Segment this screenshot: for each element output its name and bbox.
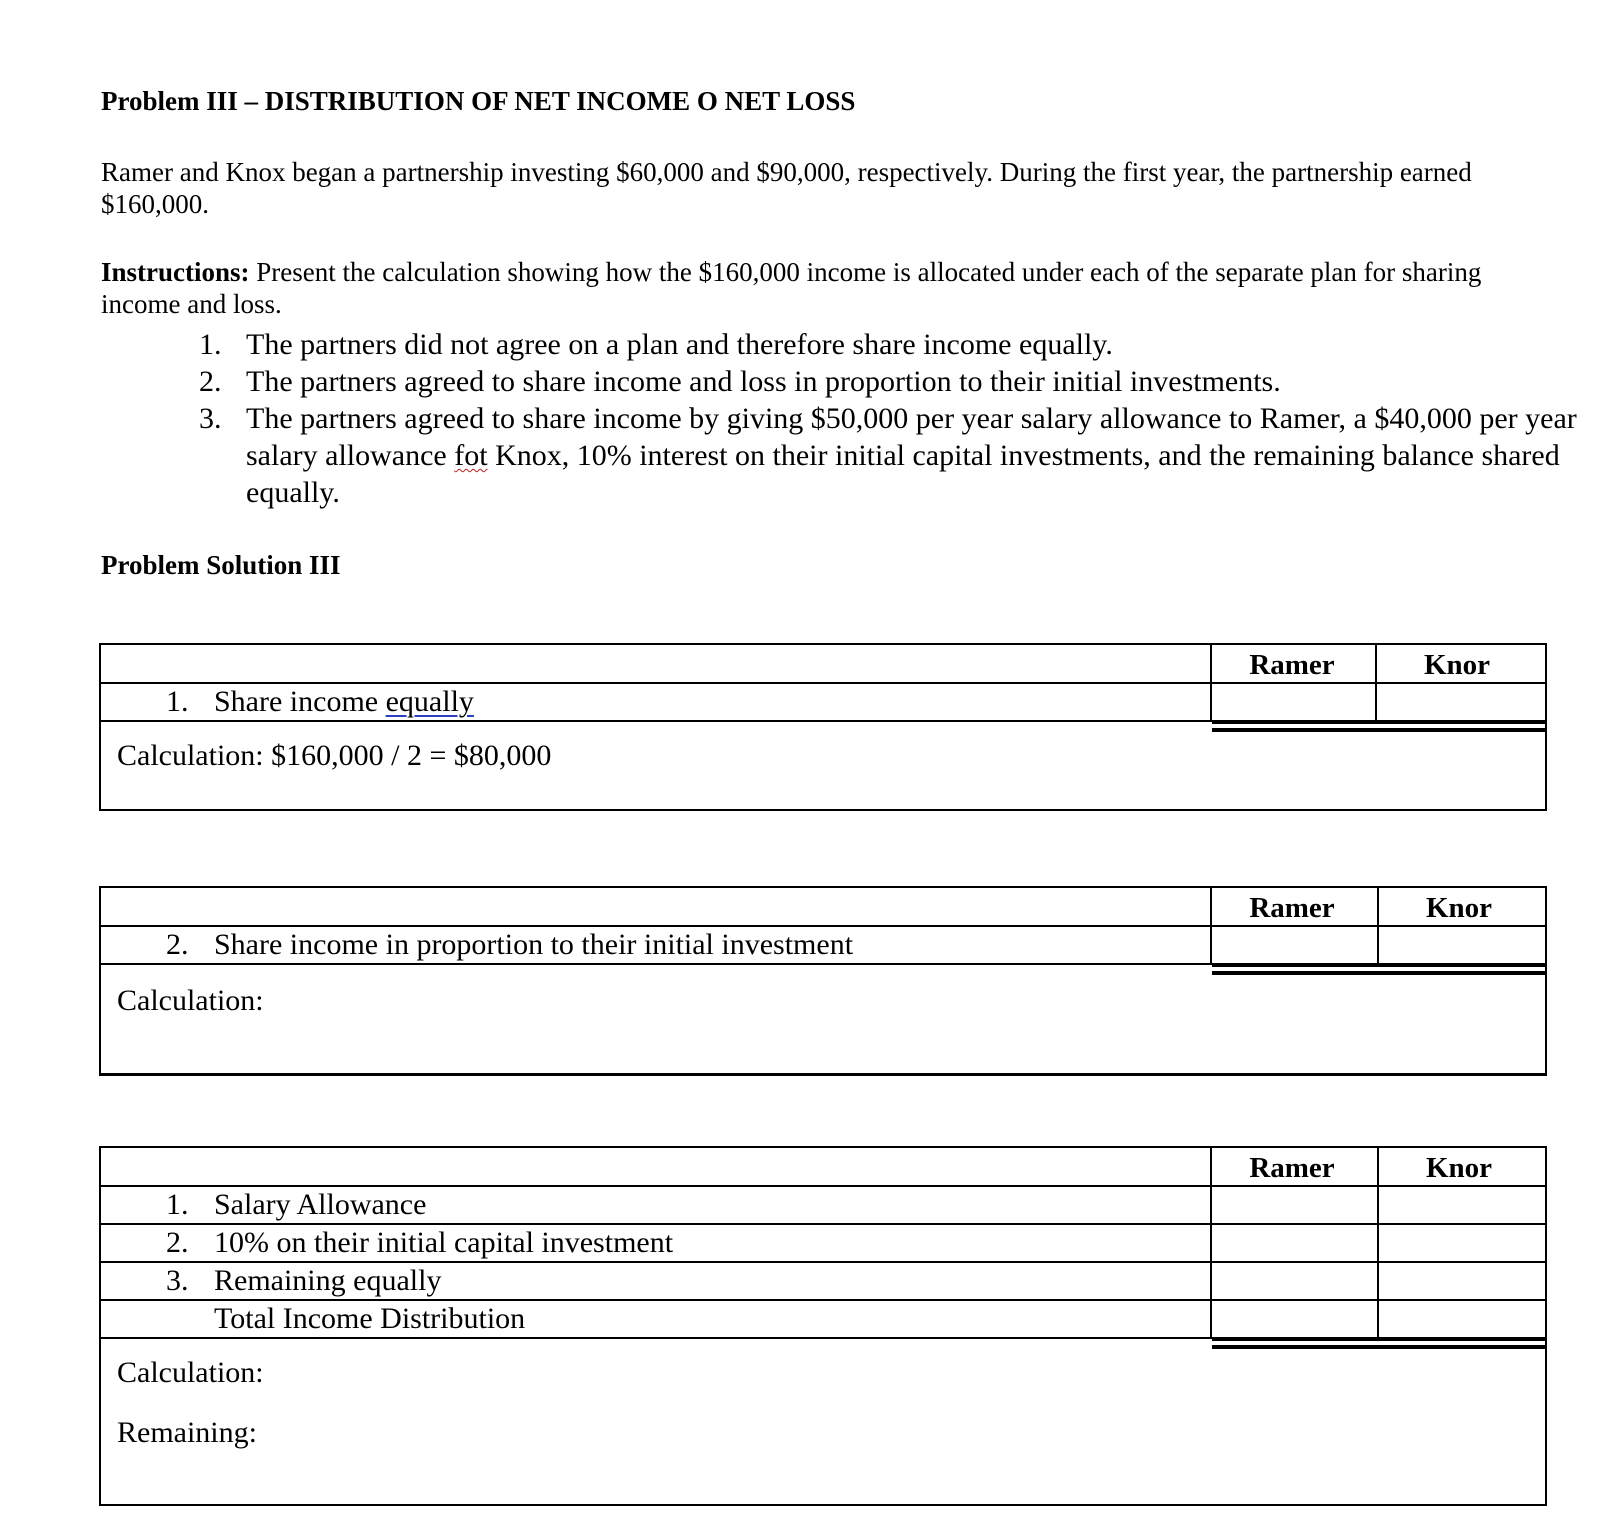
solution-heading: Problem Solution III	[101, 550, 341, 580]
problem-intro: Ramer and Knox began a partnership investing $60,000 and $90,000, respectively. During the first year, the partnership earned $160,000.	[101, 157, 1472, 219]
row-divider	[101, 720, 1212, 722]
list-number: 1.	[199, 328, 222, 361]
page-title: Problem III – DISTRIBUTION OF NET INCOME O NET LOSS	[101, 86, 856, 116]
calculation-text: Calculation: $160,000 / 2 = $80,000	[117, 739, 552, 772]
list-item	[101, 326, 1624, 363]
column-header-knor: Knor	[1423, 649, 1491, 681]
row-label: Salary Allowance	[214, 1188, 427, 1221]
list-item	[101, 363, 1624, 400]
list-number: 2.	[199, 365, 222, 398]
remaining-text: Remaining:	[117, 1416, 257, 1449]
row-label-total: Total Income Distribution	[214, 1302, 526, 1335]
row-label-prefix: Share income	[214, 685, 386, 718]
row-divider	[101, 1299, 1545, 1301]
row-divider	[101, 963, 1212, 965]
double-rule	[1212, 971, 1547, 975]
column-header-ramer: Ramer	[1249, 892, 1335, 924]
row-number: 2.	[166, 1226, 189, 1259]
instructions-label: Instructions:	[101, 257, 250, 287]
solution-table-2	[99, 886, 1547, 1076]
typo-word: fot	[454, 439, 488, 472]
row-label: Share income in proportion to their initial investment	[214, 928, 854, 961]
column-header-knor: Knor	[1425, 892, 1493, 924]
row-label	[214, 685, 474, 719]
instructions	[101, 256, 1531, 320]
calculation-text: Calculation:	[117, 1356, 264, 1389]
plan-text: The partners did not agree on a plan and therefore share income equally.	[246, 328, 1113, 361]
row-label: Remaining equally	[214, 1264, 442, 1297]
instructions-text: Present the calculation showing how the $160,000 income is allocated under each of the separate plan for sharing income and loss.	[101, 257, 1482, 319]
column-header-ramer: Ramer	[1249, 649, 1335, 681]
row-divider	[101, 1261, 1545, 1263]
solution-table-1	[99, 643, 1547, 811]
row-divider	[101, 1337, 1212, 1339]
plan-text: The partners agreed to share income and loss in proportion to their initial investments.	[246, 365, 1281, 398]
row-divider	[101, 1223, 1545, 1225]
row-divider	[101, 925, 1545, 927]
plan-list	[101, 326, 1624, 511]
column-header-knor: Knor	[1425, 1152, 1493, 1184]
calculation-text: Calculation:	[117, 984, 264, 1017]
row-number: 2.	[166, 928, 189, 961]
double-rule	[1212, 1345, 1547, 1349]
double-rule	[1212, 963, 1547, 967]
double-rule	[1212, 728, 1547, 732]
row-number: 1.	[166, 1188, 189, 1221]
row-number: 1.	[166, 685, 189, 718]
row-divider	[101, 1185, 1545, 1187]
row-divider	[101, 682, 1545, 684]
solution-table-3	[99, 1146, 1547, 1506]
column-header-ramer: Ramer	[1249, 1152, 1335, 1184]
list-number: 3.	[199, 402, 222, 435]
plan-text-before: The partners agreed to share income by giving $50,000 per year salary allowance to Ramer, a $40,000 per year salary allowance	[246, 402, 1577, 472]
plan-text-after: Knox, 10% interest on their initial capital investments, and the remaining balance shared equally.	[246, 439, 1560, 509]
row-label: 10% on their initial capital investment	[214, 1226, 674, 1259]
row-number: 3.	[166, 1264, 189, 1297]
double-rule	[1212, 720, 1547, 724]
list-item	[101, 400, 1624, 511]
row-label-underlined: equally	[385, 685, 474, 718]
double-rule	[1212, 1337, 1547, 1341]
